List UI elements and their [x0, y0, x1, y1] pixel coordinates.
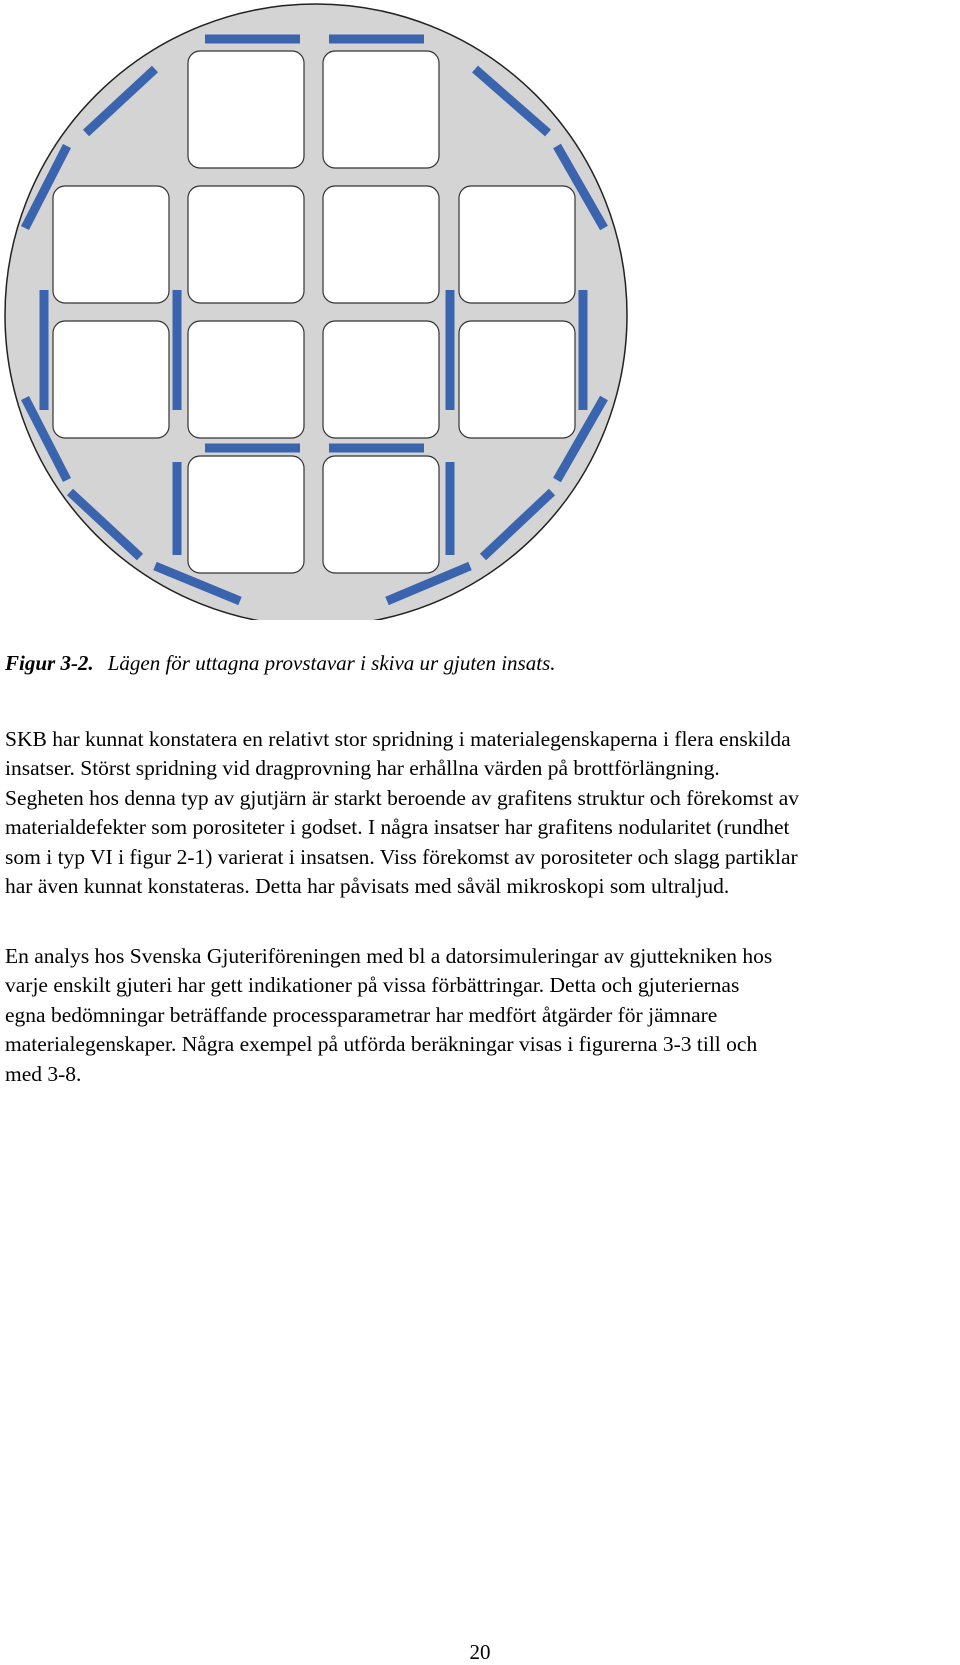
channel-square: [188, 321, 304, 438]
paragraph-line: Segheten hos denna typ av gjutjärn är starkt beroende av grafitens struktur och förekomst av: [5, 785, 800, 810]
paragraph-line: som i typ VI i figur 2-1) varierat i insatsen. Viss förekomst av porositeter och slagg partiklar: [5, 844, 798, 869]
paragraph-line: SKB har kunnat konstatera en relativt stor spridning i materialegenskaperna i flera enskilda: [5, 727, 791, 751]
channel-square: [323, 456, 439, 573]
channel-square: [323, 321, 439, 438]
channel-square: [188, 456, 304, 573]
paragraph-line: varje enskilt gjuteri har gett indikationer på vissa förbättringar. Detta och gjuteriernas: [5, 973, 740, 998]
page-number: 20: [469, 1640, 491, 1664]
paragraph-line: har även kunnat konstateras. Detta har påvisats med såväl mikroskopi som ultraljud.: [5, 874, 730, 899]
paragraph-2: [5, 942, 955, 1089]
paragraph-1: [5, 725, 955, 901]
figure-caption-text: Lägen för uttagna provstavar i skiva ur gjuten insats.: [107, 651, 556, 675]
figure-caption: [5, 651, 556, 676]
paragraph-line: En analys hos Svenska Gjuteriföreningen med bl a datorsimuleringar av gjuttekniken hos: [5, 944, 773, 968]
channel-square: [459, 186, 575, 303]
channel-square: [53, 321, 169, 438]
channel-square: [188, 51, 304, 168]
channel-square: [459, 321, 575, 438]
paragraph-line: materialdefekter som porositeter i godset. I några insatser har grafitens nodularitet (rundhet: [5, 815, 790, 840]
paragraph-line: insatser. Störst spridning vid dragprovning har erhållna värden på brottförlängning.: [5, 756, 720, 781]
channel-square: [188, 186, 304, 303]
cast-disc: [5, 4, 627, 620]
paragraph-line: materialegenskaper. Några exempel på utförda beräkningar visas i figurerna 3-3 till och: [5, 1032, 758, 1057]
insert-cross-section-figure: [0, 0, 640, 620]
channel-square: [53, 186, 169, 303]
paragraph-line: egna bedömningar beträffande processparametrar har medfört åtgärder för jämnare: [5, 1002, 718, 1027]
figure-number: Figur 3-2.: [5, 651, 94, 675]
paragraph-line: med 3-8.: [5, 1061, 82, 1086]
channel-square: [323, 51, 439, 168]
channel-square: [323, 186, 439, 303]
